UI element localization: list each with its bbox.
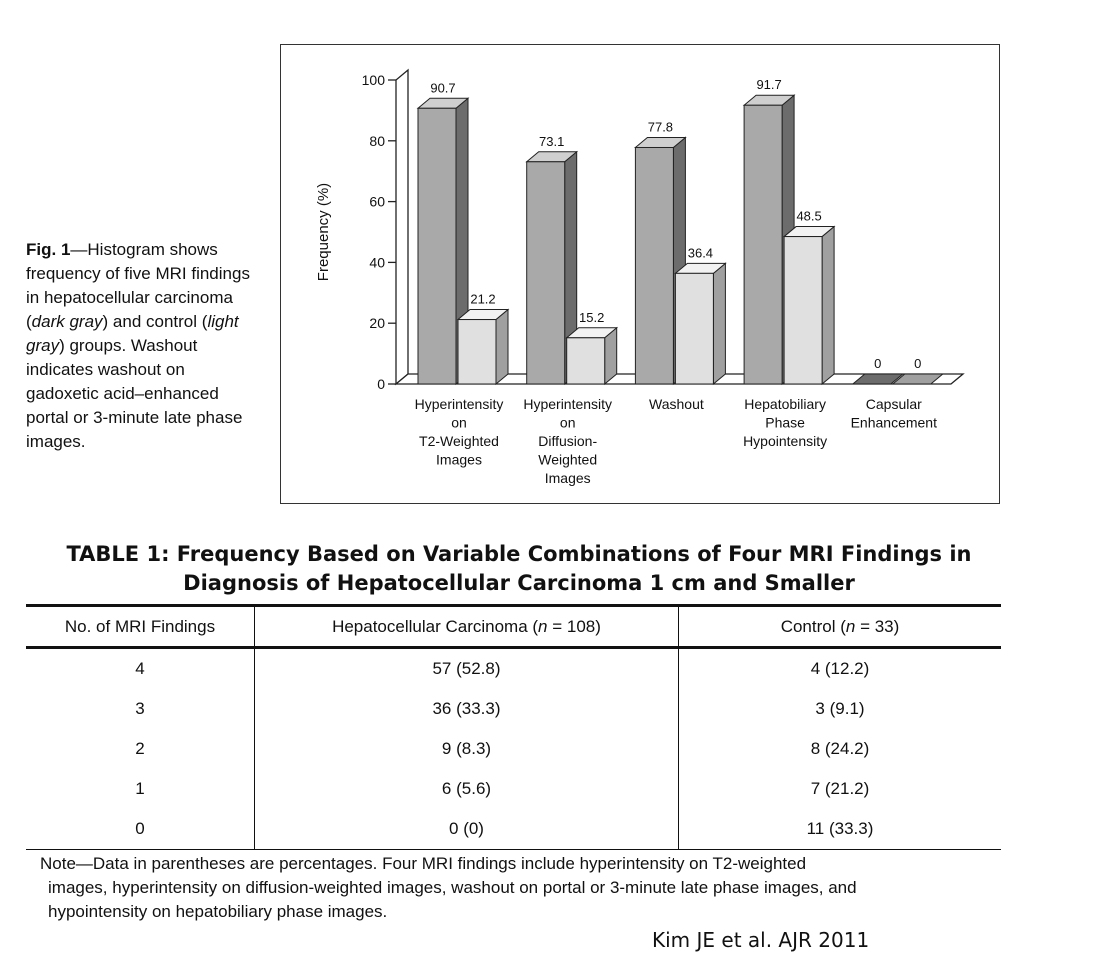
- bar: [675, 273, 713, 384]
- cell-control: 11 (33.3): [679, 809, 1002, 850]
- table-row: [26, 769, 1001, 809]
- cell-control: 7 (21.2): [679, 769, 1002, 809]
- bar-side: [496, 310, 508, 384]
- bar-value-label: 90.7: [430, 80, 456, 96]
- y-tick-label: 0: [377, 376, 385, 392]
- x-tick-label: Enhancement: [850, 414, 938, 431]
- bar-chart: [281, 45, 1001, 505]
- cell-findings: 3: [135, 699, 145, 718]
- header-no-of-findings: No. of MRI Findings: [26, 606, 255, 648]
- caption-text-3: ) groups. Washout indicates washout on gadoxetic acid–enhanced portal or 3-minute late phase images.: [26, 336, 243, 451]
- y-axis-label: Frequency (%): [315, 182, 332, 282]
- cell-findings: 4: [135, 659, 145, 678]
- bar-side: [713, 263, 725, 384]
- bar: [527, 162, 565, 384]
- y-tick-label: 60: [369, 193, 385, 210]
- caption-lead: Fig. 1: [26, 240, 71, 259]
- bar-value-label: 21.2: [470, 291, 496, 307]
- bar-value-label: 73.1: [539, 133, 565, 149]
- table-row: [26, 648, 1001, 690]
- header-control: Control (n = 33): [679, 606, 1002, 648]
- table-note: [40, 852, 1000, 924]
- cell-findings: 0: [26, 809, 255, 850]
- table-title-line-2: Diagnosis of Hepatocellular Carcinoma 1 cm and Smaller: [183, 571, 855, 595]
- header-hcc: Hepatocellular Carcinoma (n = 108): [255, 606, 679, 648]
- cell-hcc: 36 (33.3): [255, 689, 679, 729]
- cell-hcc: 6 (5.6): [255, 769, 679, 809]
- table-header-row: [26, 606, 1001, 648]
- x-tick-label: on: [451, 414, 467, 431]
- table-title: [24, 540, 1014, 598]
- y-tick-label: 40: [369, 254, 385, 271]
- table-row: [26, 689, 1001, 729]
- x-tick-label: Images: [436, 451, 482, 468]
- y-tick-label: 100: [361, 72, 385, 88]
- bar-value-label: 0: [874, 356, 882, 371]
- caption-dark-gray: dark gray: [31, 312, 103, 331]
- x-tick-label: Hypointensity: [743, 433, 828, 449]
- x-tick-label: Weighted: [538, 451, 598, 468]
- citation: Kim JE et al. AJR 2011: [652, 928, 870, 952]
- caption-text-1: —Histogram shows frequency of five MRI findings in hepatocellular carcinoma (: [26, 240, 250, 331]
- bar: [784, 237, 822, 384]
- table-row: [26, 729, 1001, 769]
- bar-value-label: 36.4: [687, 245, 714, 261]
- cell-hcc: 0 (0): [255, 809, 679, 850]
- cell-control: 8 (24.2): [679, 729, 1002, 769]
- note-line-2: images, hyperintensity on diffusion-weighted images, washout on portal or 3-minute late phase images, and: [48, 878, 857, 897]
- caption-light-gray: light gray: [26, 312, 239, 355]
- note-line-1: Note—Data in parentheses are percentages. Four MRI findings include hyperintensity on T2-weighted: [40, 854, 807, 873]
- x-tick-label: T2-Weighted: [419, 433, 499, 449]
- table-row: [26, 809, 1001, 850]
- caption-text-2: ) and control (: [102, 312, 208, 331]
- cell-findings: 1: [135, 779, 145, 798]
- findings-table: [26, 604, 1001, 850]
- bar-value-label: 15.2: [579, 309, 605, 325]
- cell-hcc: 9 (8.3): [255, 729, 679, 769]
- x-tick-label: on: [559, 414, 576, 431]
- x-tick-label: Diffusion-: [538, 433, 598, 449]
- x-tick-label: Capsular: [865, 396, 922, 412]
- y-tick-label: 20: [369, 315, 385, 332]
- bar: [458, 320, 496, 384]
- x-tick-label: Hyperintensity: [414, 396, 504, 412]
- bar-side: [822, 227, 834, 384]
- y-tick-label: 80: [369, 132, 385, 149]
- table-title-line-1: TABLE 1: Frequency Based on Variable Combinations of Four MRI Findings in: [66, 542, 972, 566]
- bar: [567, 338, 605, 384]
- cell-control: 4 (12.2): [679, 648, 1002, 690]
- cell-control: 3 (9.1): [679, 689, 1002, 729]
- x-tick-label: Hepatobiliary: [744, 396, 826, 412]
- bar-value-label: 91.7: [756, 77, 782, 93]
- note-line-3: hypointensity on hepatobiliary phase images.: [48, 902, 388, 921]
- y-axis-wall: [396, 70, 408, 384]
- x-tick-label: Washout: [649, 396, 704, 412]
- chart-frame: [280, 44, 1000, 504]
- figure-caption: [26, 238, 261, 454]
- bar: [744, 105, 782, 384]
- bar-value-label: 0: [914, 356, 922, 371]
- bar: [418, 108, 456, 384]
- bar: [635, 147, 673, 384]
- x-tick-label: Phase: [765, 414, 805, 431]
- cell-hcc: 57 (52.8): [255, 648, 679, 690]
- cell-findings: 2: [135, 739, 145, 758]
- bar-value-label: 48.5: [796, 208, 822, 224]
- x-tick-label: Images: [544, 470, 591, 486]
- x-tick-label: Hyperintensity: [523, 396, 613, 412]
- bar-value-label: 77.8: [647, 119, 674, 135]
